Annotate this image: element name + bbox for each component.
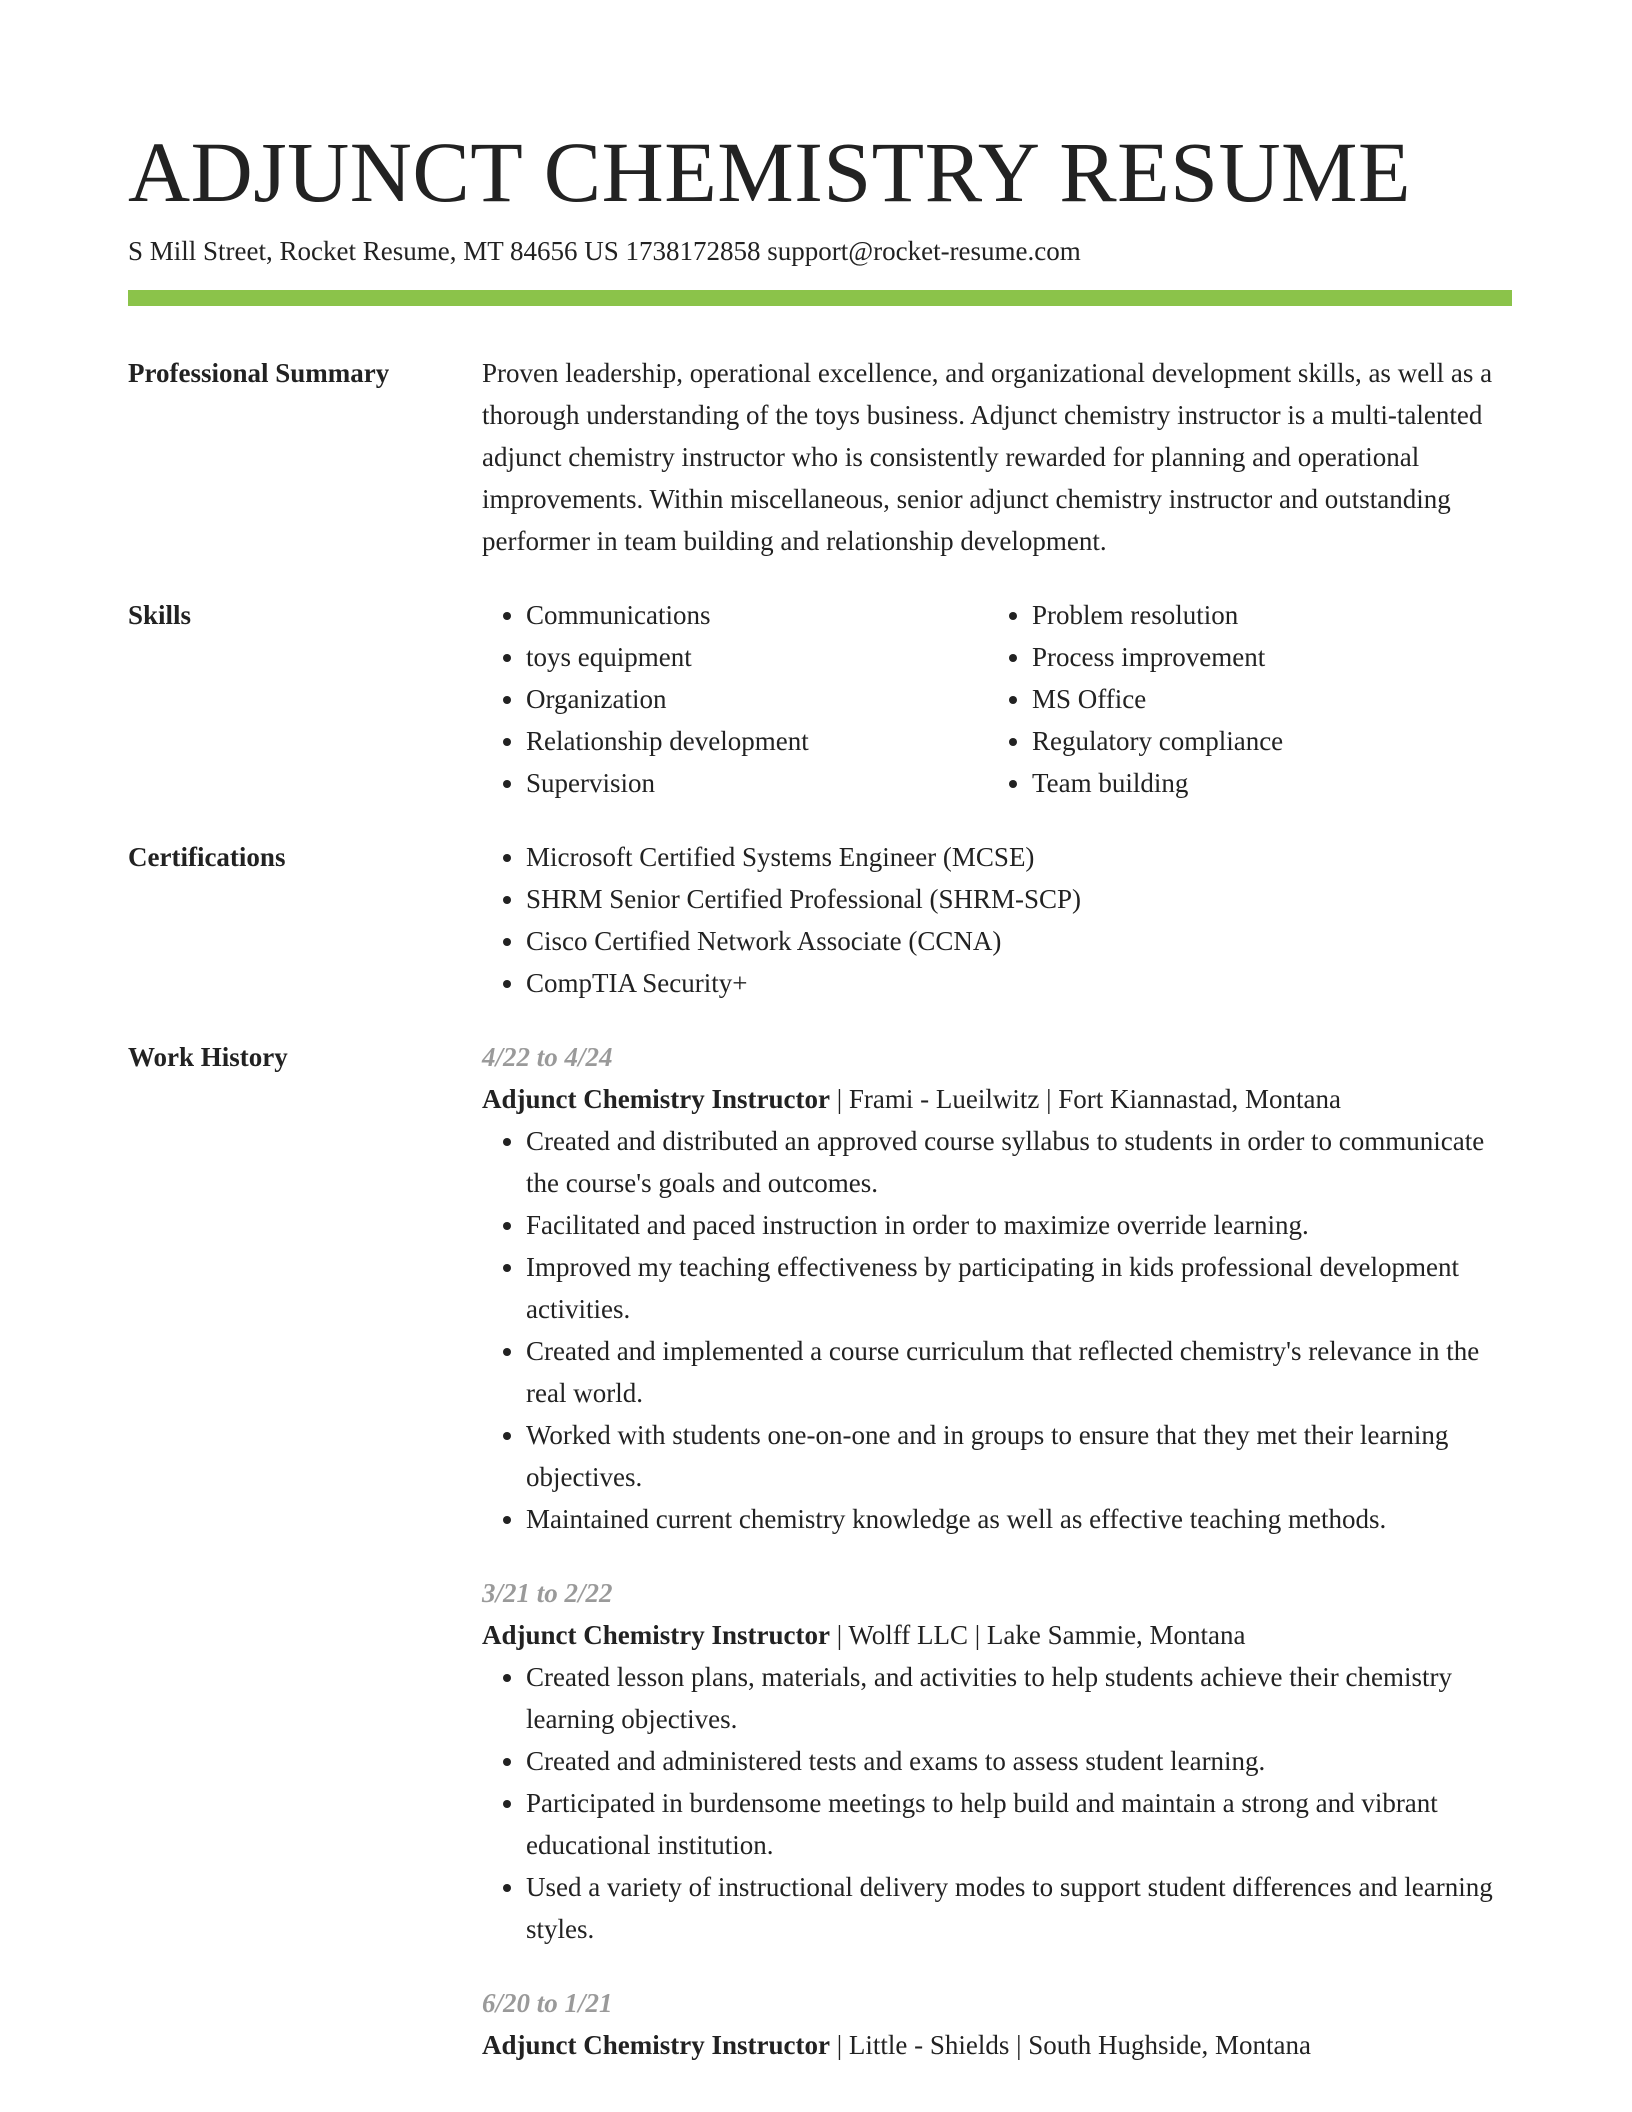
resume-page — [128, 120, 1512, 2066]
job-bullet: • Worked with students one-on-one and in groups to ensure that they met their learning objectives. — [526, 1414, 1512, 1498]
certification-item: • CompTIA Security+ — [526, 962, 1512, 1004]
job-header — [482, 1078, 1512, 1120]
skill-item: • MS Office — [1032, 678, 1494, 720]
summary-section — [128, 352, 1512, 562]
job-entry — [482, 1572, 1512, 1950]
summary-text: Proven leadership, operational excellence, and organizational development skills, as well as a thorough understanding of the toys business. Adjunct chemistry instructor is a multi-talented adjunct chemistry instructor who is consistently rewarded for planning and operational improvements. Within miscellaneous, senior adjunct chemistry instructor and outstanding performer in team building and relationship development. — [482, 358, 1493, 556]
work-history-section — [128, 1036, 1512, 2066]
job-title: Adjunct Chemistry Instructor — [482, 1620, 830, 1650]
job-bullet: • Maintained current chemistry knowledge as well as effective teaching methods. — [526, 1498, 1512, 1540]
job-bullet: • Improved my teaching effectiveness by participating in kids professional development activities. — [526, 1246, 1512, 1330]
work-history-body — [482, 1036, 1512, 2066]
certification-item: • Microsoft Certified Systems Engineer (MCSE) — [526, 836, 1512, 878]
accent-divider — [128, 290, 1512, 306]
skill-item: • Relationship development — [526, 720, 988, 762]
job-entry — [482, 1036, 1512, 1540]
skills-grid — [482, 594, 1512, 804]
certifications-label: Certifications — [128, 842, 286, 872]
job-bullet: • Participated in burdensome meetings to help build and maintain a strong and vibrant educational institution. — [526, 1782, 1512, 1866]
job-bullet: • Facilitated and paced instruction in order to maximize override learning. — [526, 1204, 1512, 1246]
job-details: | Frami - Lueilwitz | Fort Kiannastad, Montana — [829, 1084, 1341, 1114]
certification-item: • SHRM Senior Certified Professional (SHRM-SCP) — [526, 878, 1512, 920]
page-title: ADJUNCT CHEMISTRY RESUME — [128, 124, 1412, 220]
skill-item: • Communications — [526, 594, 988, 636]
job-title: Adjunct Chemistry Instructor — [482, 2030, 830, 2060]
certifications-section — [128, 836, 1512, 1004]
skill-item: • Organization — [526, 678, 988, 720]
certification-item: • Cisco Certified Network Associate (CCNA) — [526, 920, 1512, 962]
job-date: 3/21 to 2/22 — [482, 1578, 613, 1608]
job-title: Adjunct Chemistry Instructor — [482, 1084, 830, 1114]
job-bullets — [482, 1656, 1512, 1950]
summary-body — [482, 352, 1512, 562]
skills-section — [128, 594, 1512, 804]
contact-line: S Mill Street, Rocket Resume, MT 84656 US 1738172858 support@rocket-resume.com — [128, 236, 1081, 266]
job-bullet: • Created and administered tests and exams to assess student learning. — [526, 1740, 1512, 1782]
job-date: 6/20 to 1/21 — [482, 1988, 613, 2018]
job-bullet: • Used a variety of instructional delivery modes to support student differences and learning styles. — [526, 1866, 1512, 1950]
skills-column-right — [988, 594, 1494, 804]
work-history-label: Work History — [128, 1042, 288, 1072]
skill-item: • Process improvement — [1032, 636, 1494, 678]
skills-column-left — [482, 594, 988, 804]
summary-label: Professional Summary — [128, 358, 390, 388]
job-date: 4/22 to 4/24 — [482, 1042, 613, 1072]
job-bullets — [482, 1120, 1512, 1540]
skill-item: • Regulatory compliance — [1032, 720, 1494, 762]
skills-body — [482, 594, 1512, 804]
skill-item: • Problem resolution — [1032, 594, 1494, 636]
skill-item: • Supervision — [526, 762, 988, 804]
skill-item: • Team building — [1032, 762, 1494, 804]
job-bullet: • Created and distributed an approved course syllabus to students in order to communicate the course's goals and outcomes. — [526, 1120, 1512, 1204]
job-entry — [482, 1982, 1512, 2066]
job-header — [482, 1614, 1512, 1656]
job-bullet: • Created and implemented a course curriculum that reflected chemistry's relevance in the real world. — [526, 1330, 1512, 1414]
job-bullet: • Created lesson plans, materials, and activities to help students achieve their chemistry learning objectives. — [526, 1656, 1512, 1740]
job-header — [482, 2024, 1512, 2066]
job-details: | Wolff LLC | Lake Sammie, Montana — [829, 1620, 1246, 1650]
skill-item: • toys equipment — [526, 636, 988, 678]
skills-label: Skills — [128, 600, 192, 630]
certifications-body — [482, 836, 1512, 1004]
job-details: | Little - Shields | South Hughside, Montana — [829, 2030, 1311, 2060]
